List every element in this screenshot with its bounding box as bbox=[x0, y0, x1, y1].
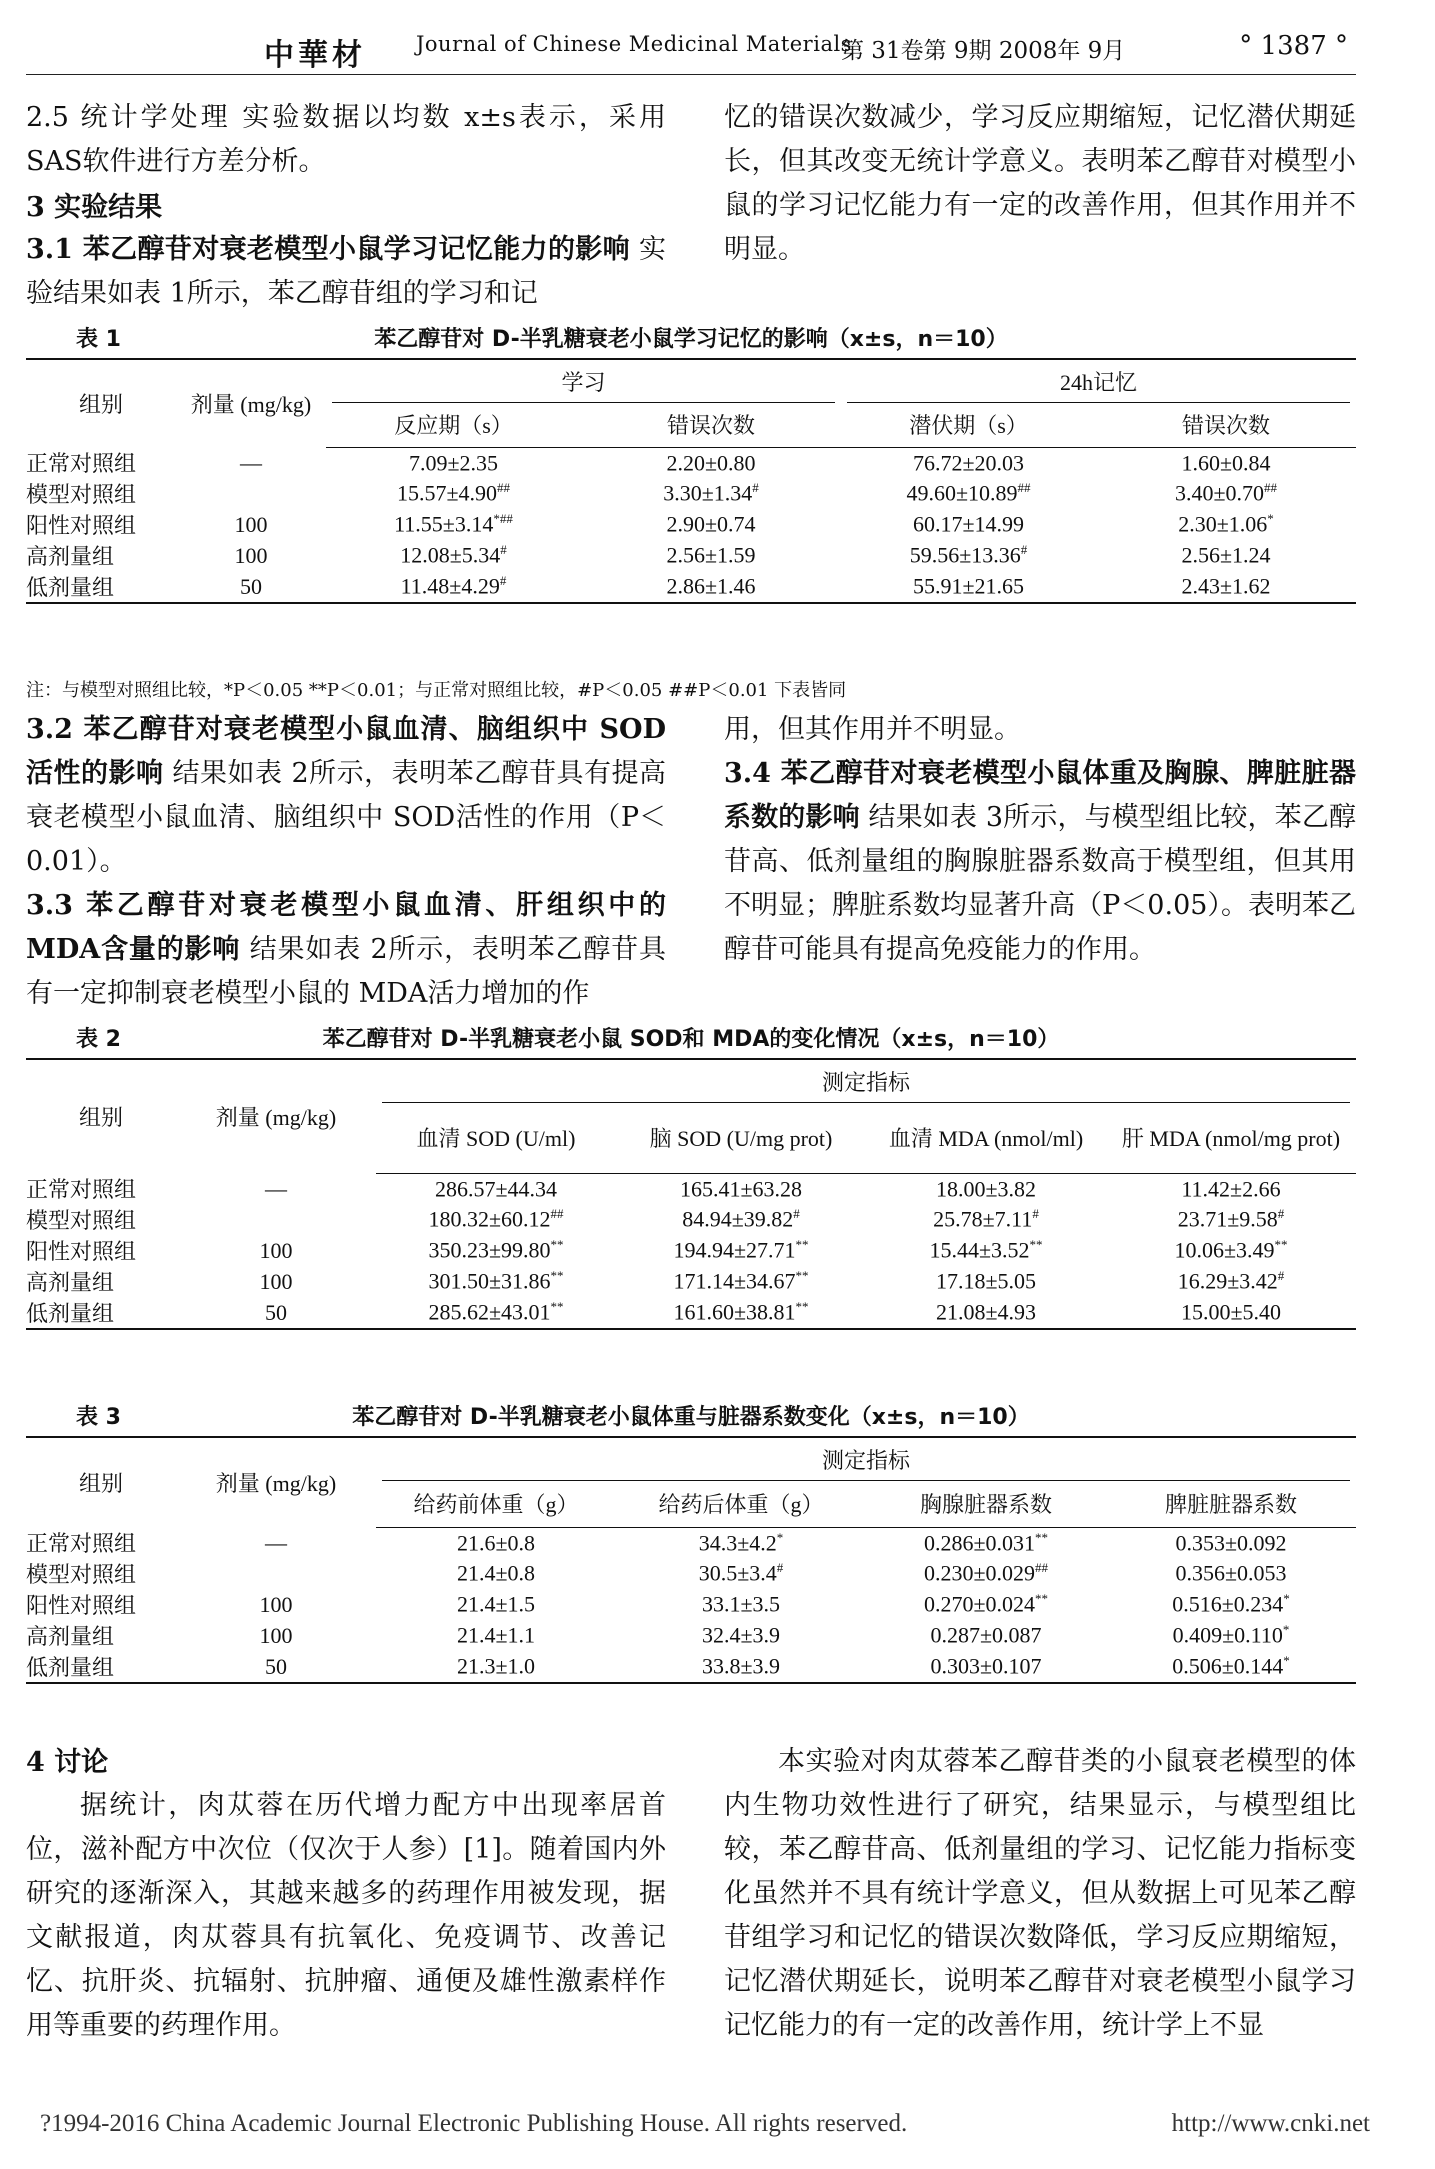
table-1-header-incubation: 潜伏期（s） bbox=[841, 403, 1096, 447]
value-cell bbox=[841, 509, 1096, 540]
table-3 bbox=[26, 1436, 1356, 1684]
table-2-header-group: 组别 bbox=[26, 1059, 176, 1173]
section-3-1-continued: 忆的错误次数减少，学习反应期缩短，记忆潜伏期延长，但其改变无统计学意义。表明苯乙醇苷对模型小鼠的学习记忆能力有一定的改善作用，但其作用并不明显。 bbox=[724, 102, 1356, 265]
value-text: 17.18±5.05 bbox=[935, 1268, 1037, 1294]
running-header bbox=[26, 26, 1356, 75]
dose-cell: 50 bbox=[176, 571, 326, 603]
value-cell bbox=[326, 509, 581, 540]
value-cell bbox=[616, 1558, 866, 1589]
value-text: 23.71±9.58 bbox=[1177, 1206, 1278, 1232]
value-cell bbox=[376, 1620, 616, 1651]
value-cell bbox=[866, 1589, 1106, 1620]
value-cell bbox=[1106, 1173, 1356, 1204]
value-cell bbox=[841, 540, 1096, 571]
group-cell: 高剂量组 bbox=[26, 544, 115, 569]
table-1-title: 苯乙醇苷对 D-半乳糖衰老小鼠学习记忆的影响（x±s，n＝10） bbox=[374, 327, 1008, 352]
table-3-header-dose: 剂量 (mg/kg) bbox=[176, 1437, 376, 1527]
value-text: 21.6±0.8 bbox=[456, 1529, 536, 1555]
value-text: 194.94±27.71 bbox=[673, 1237, 796, 1263]
value-cell bbox=[376, 1297, 616, 1329]
table-1-body bbox=[26, 447, 1356, 603]
table-row bbox=[26, 540, 1356, 571]
group-cell: 模型对照组 bbox=[26, 1562, 137, 1587]
table-3-title: 苯乙醇苷对 D-半乳糖衰老小鼠体重与脏器系数变化（x±s，n＝10） bbox=[352, 1405, 1030, 1430]
value-cell bbox=[866, 1266, 1106, 1297]
value-cell bbox=[581, 571, 841, 603]
value-cell bbox=[1096, 447, 1356, 478]
table-3-header-indicators: 测定指标 bbox=[376, 1437, 1356, 1481]
table-row bbox=[26, 509, 1356, 540]
value-text: 15.44±3.52 bbox=[929, 1237, 1030, 1263]
value-text: 84.94±39.82 bbox=[682, 1206, 794, 1232]
significance-mark: # bbox=[499, 573, 507, 589]
value-cell bbox=[376, 1173, 616, 1204]
section-3-4-body: 结果如表 3所示，与模型组比较，苯乙醇苷高、低剂量组的胸腺脏器系数高于模型组，但其用不明显；脾脏系数均显著升高（P＜0.05）。表明苯乙醇苷可能具有提高免疫能力的作用。 bbox=[724, 802, 1356, 965]
value-text: 2.56±1.59 bbox=[666, 542, 756, 568]
significance-mark: ** bbox=[1029, 1237, 1043, 1253]
section-3-2-title: 3.2 苯乙醇苷对衰老模型小鼠血清、脑组织中 SOD活性的影响 bbox=[26, 714, 666, 789]
value-cell bbox=[581, 509, 841, 540]
dose-cell: 100 bbox=[259, 1591, 293, 1617]
value-text: 30.5±3.4 bbox=[698, 1560, 777, 1586]
value-text: 21.3±1.0 bbox=[456, 1653, 536, 1679]
value-text: 180.32±60.12 bbox=[428, 1206, 551, 1232]
table-row bbox=[26, 478, 1356, 509]
table-2-number: 表 2 bbox=[76, 1027, 121, 1052]
table-1-header-dose: 剂量 (mg/kg) bbox=[176, 359, 326, 447]
table-2-header-indicators: 测定指标 bbox=[376, 1059, 1356, 1103]
value-text: 7.09±2.35 bbox=[408, 449, 499, 475]
value-text: 0.506±0.144 bbox=[1172, 1653, 1284, 1679]
significance-mark: * bbox=[1283, 1653, 1290, 1669]
dose-cell: 100 bbox=[259, 1622, 293, 1648]
value-text: 285.62±43.01 bbox=[428, 1299, 551, 1325]
group-cell: 模型对照组 bbox=[26, 1208, 137, 1233]
value-text: 21.08±4.93 bbox=[935, 1299, 1037, 1325]
value-cell bbox=[376, 1651, 616, 1683]
value-text: 49.60±10.89 bbox=[906, 480, 1018, 506]
group-cell: 低剂量组 bbox=[26, 1297, 176, 1329]
value-cell bbox=[326, 447, 581, 478]
significance-mark: * bbox=[1267, 511, 1274, 527]
value-cell bbox=[616, 1620, 866, 1651]
table-1-header-latency: 反应期（s） bbox=[326, 403, 581, 447]
table-row bbox=[26, 1589, 1356, 1620]
value-cell bbox=[581, 540, 841, 571]
value-cell bbox=[866, 1297, 1106, 1329]
value-text: 0.356±0.053 bbox=[1175, 1560, 1287, 1586]
value-cell bbox=[326, 540, 581, 571]
value-text: 2.86±1.46 bbox=[666, 573, 756, 599]
value-cell bbox=[841, 571, 1096, 603]
value-text: 2.56±1.24 bbox=[1181, 542, 1271, 568]
significance-mark: # bbox=[1032, 1206, 1039, 1222]
value-text: 0.270±0.024 bbox=[923, 1591, 1036, 1617]
value-text: 0.230±0.029 bbox=[923, 1560, 1036, 1586]
value-cell bbox=[866, 1204, 1106, 1235]
table-1-header-memory: 24h记忆 bbox=[841, 359, 1356, 403]
value-cell bbox=[616, 1204, 866, 1235]
table-row bbox=[26, 571, 1356, 603]
value-cell bbox=[866, 1173, 1106, 1204]
value-cell bbox=[841, 447, 1096, 478]
value-cell bbox=[616, 1235, 866, 1266]
group-cell: 高剂量组 bbox=[26, 1624, 115, 1649]
value-cell bbox=[616, 1173, 866, 1204]
footer-copyright: ?1994-2016 China Academic Journal Electronic Publishing House. All rights reserved. bbox=[40, 2110, 908, 2137]
value-cell bbox=[866, 1527, 1106, 1558]
value-cell bbox=[616, 1651, 866, 1683]
dose-cell: 100 bbox=[259, 1237, 293, 1263]
significance-mark: ** bbox=[550, 1299, 564, 1315]
significance-mark: ** bbox=[795, 1237, 809, 1253]
value-cell bbox=[376, 1204, 616, 1235]
table-row bbox=[26, 1173, 1356, 1204]
value-text: 2.20±0.80 bbox=[666, 449, 756, 475]
significance-mark: # bbox=[1277, 1268, 1285, 1284]
value-text: 33.8±3.9 bbox=[701, 1653, 781, 1679]
value-text: 350.23±99.80 bbox=[428, 1237, 551, 1263]
value-cell bbox=[581, 447, 841, 478]
table-row bbox=[26, 1204, 1356, 1235]
value-cell bbox=[376, 1266, 616, 1297]
table-2-title: 苯乙醇苷对 D-半乳糖衰老小鼠 SOD和 MDA的变化情况（x±s，n＝10） bbox=[322, 1027, 1060, 1052]
table-2 bbox=[26, 1058, 1356, 1330]
table-1 bbox=[26, 358, 1356, 604]
dose-cell: 50 bbox=[176, 1651, 376, 1683]
table-2-header-brain-sod: 脑 SOD (U/mg prot) bbox=[616, 1103, 866, 1173]
value-text: 11.42±2.66 bbox=[1181, 1175, 1281, 1201]
significance-mark: * bbox=[776, 1529, 784, 1545]
dose-cell: 100 bbox=[234, 511, 268, 537]
value-text: 3.40±0.70 bbox=[1174, 480, 1265, 506]
group-cell: 模型对照组 bbox=[26, 482, 137, 507]
significance-mark: # bbox=[776, 1560, 784, 1576]
table-1-header-group: 组别 bbox=[26, 359, 176, 447]
value-text: 11.55±3.14 bbox=[394, 511, 494, 537]
value-text: 59.56±13.36 bbox=[909, 542, 1021, 568]
section-3-3-continued: 用，但其作用并不明显。 bbox=[724, 714, 1021, 745]
page-number: ° 1387 ° bbox=[1239, 31, 1348, 61]
dose-cell: 100 bbox=[259, 1268, 293, 1294]
table-1-note: 注：与模型对照组比较，*P＜0.05 **P＜0.01；与正常对照组比较，#P＜0.05 ##P＜0.01 下表皆同 bbox=[26, 680, 847, 701]
group-cell: 阳性对照组 bbox=[26, 1239, 137, 1264]
value-text: 21.4±0.8 bbox=[456, 1560, 536, 1586]
table-row bbox=[26, 1558, 1356, 1589]
table-3-number: 表 3 bbox=[76, 1405, 121, 1430]
significance-mark: ** bbox=[795, 1268, 809, 1284]
table-row bbox=[26, 1297, 1356, 1329]
dose-cell: — bbox=[265, 1175, 287, 1201]
value-cell bbox=[1106, 1297, 1356, 1329]
section-3-2 bbox=[26, 708, 666, 884]
table-2-header-dose: 剂量 (mg/kg) bbox=[176, 1059, 376, 1173]
value-cell bbox=[1106, 1266, 1356, 1297]
dose-cell: — bbox=[265, 1529, 287, 1555]
dose-cell: 50 bbox=[176, 1297, 376, 1329]
significance-mark: * bbox=[1282, 1622, 1290, 1638]
significance-mark: ** bbox=[1035, 1529, 1049, 1545]
table-2-header-serum-sod: 血清 SOD (U/ml) bbox=[376, 1103, 616, 1173]
group-cell: 正常对照组 bbox=[26, 1531, 137, 1556]
value-cell bbox=[1096, 509, 1356, 540]
value-text: 0.409±0.110 bbox=[1172, 1622, 1283, 1648]
value-cell bbox=[1096, 571, 1356, 603]
value-cell bbox=[376, 1235, 616, 1266]
value-cell bbox=[1106, 1589, 1356, 1620]
value-text: 12.08±5.34 bbox=[400, 542, 501, 568]
value-text: 33.1±3.5 bbox=[701, 1591, 781, 1617]
group-cell: 低剂量组 bbox=[26, 1651, 176, 1683]
significance-mark: ** bbox=[1274, 1237, 1288, 1253]
significance-mark: # bbox=[500, 542, 507, 558]
value-text: 18.00±3.82 bbox=[935, 1175, 1037, 1201]
significance-mark: ** bbox=[550, 1237, 564, 1253]
dose-cell: — bbox=[240, 449, 262, 475]
significance-mark: * bbox=[1283, 1591, 1290, 1607]
section-3-1-body: 实验结果如表 1所示，苯乙醇苷组的学习和记 bbox=[26, 234, 666, 309]
footer bbox=[40, 2110, 1370, 2138]
table-row bbox=[26, 1651, 1356, 1683]
value-text: 21.4±1.5 bbox=[456, 1591, 536, 1617]
value-cell bbox=[326, 571, 581, 603]
value-cell bbox=[866, 1620, 1106, 1651]
value-text: 16.29±3.42 bbox=[1177, 1268, 1278, 1294]
value-text: 60.17±14.99 bbox=[912, 511, 1025, 537]
dose-cell bbox=[176, 478, 326, 509]
journal-logo: 中華材 bbox=[264, 38, 366, 73]
value-cell bbox=[1106, 1651, 1356, 1683]
table-row bbox=[26, 1266, 1356, 1297]
dose-cell bbox=[176, 1204, 376, 1235]
significance-mark: ** bbox=[795, 1299, 809, 1315]
value-cell bbox=[1106, 1235, 1356, 1266]
table-2-header-serum-mda: 血清 MDA (nmol/ml) bbox=[866, 1103, 1106, 1173]
section-3-4 bbox=[724, 752, 1356, 972]
table-row bbox=[26, 1620, 1356, 1651]
value-text: 10.06±3.49 bbox=[1174, 1237, 1275, 1263]
value-cell bbox=[841, 478, 1096, 509]
table-2-body bbox=[26, 1173, 1356, 1329]
significance-mark: *## bbox=[493, 511, 513, 527]
table-3-header-thymus-index: 胸腺脏器系数 bbox=[866, 1481, 1106, 1527]
value-cell bbox=[376, 1527, 616, 1558]
section-3-1 bbox=[26, 228, 666, 316]
value-cell bbox=[866, 1651, 1106, 1683]
group-cell: 阳性对照组 bbox=[26, 1593, 137, 1618]
issue-info: 第 31卷第 9期 2008年 9月 bbox=[841, 38, 1126, 64]
footer-url: http://www.cnki.net bbox=[1171, 2110, 1370, 2137]
table-3-body bbox=[26, 1527, 1356, 1683]
value-text: 171.14±34.67 bbox=[673, 1268, 796, 1294]
table-row bbox=[26, 447, 1356, 478]
group-cell: 高剂量组 bbox=[26, 1270, 115, 1295]
value-text: 0.303±0.107 bbox=[930, 1653, 1042, 1679]
journal-name: Journal of Chinese Medicinal Materials bbox=[416, 32, 852, 56]
value-text: 15.00±5.40 bbox=[1180, 1299, 1282, 1325]
value-text: 0.287±0.087 bbox=[930, 1622, 1042, 1648]
value-cell bbox=[376, 1558, 616, 1589]
discussion-right: 本实验对肉苁蓉苯乙醇苷类的小鼠衰老模型的体内生物功效性进行了研究，结果显示，与模型组比较，苯乙醇苷高、低剂量组的学习、记忆能力指标变化虽然并不具有统计学意义，但从数据上可见苯乙醇苷组学习和记忆的错误次数降低，学习反应期缩短，记忆潜伏期延长，说明苯乙醇苷对衰老模型小鼠学习记忆能力的有一定的改善作用，统计学上不显 bbox=[724, 1746, 1356, 2041]
section-3-3 bbox=[26, 884, 666, 1016]
table-1-header-learning: 学习 bbox=[326, 359, 841, 403]
value-text: 2.30±1.06 bbox=[1178, 511, 1268, 537]
value-text: 301.50±31.86 bbox=[428, 1268, 551, 1294]
section-3-3-body: 结果如表 2所示，表明苯乙醇苷具有一定抑制衰老模型小鼠的 MDA活力增加的作 bbox=[26, 934, 666, 1009]
value-cell bbox=[866, 1235, 1106, 1266]
significance-mark: ## bbox=[1017, 480, 1031, 496]
dose-cell bbox=[176, 1558, 376, 1589]
value-cell bbox=[1106, 1558, 1356, 1589]
heading-discussion: 4 讨论 bbox=[26, 1747, 109, 1778]
section-2-5: 2.5 统计学处理 实验数据以均数 x±s表示，采用 SAS软件进行方差分析。 bbox=[26, 102, 666, 177]
value-text: 25.78±7.11 bbox=[933, 1206, 1033, 1232]
value-cell bbox=[616, 1297, 866, 1329]
value-cell bbox=[866, 1558, 1106, 1589]
group-cell: 低剂量组 bbox=[26, 571, 176, 603]
value-text: 0.516±0.234 bbox=[1172, 1591, 1284, 1617]
value-cell bbox=[616, 1589, 866, 1620]
table-row bbox=[26, 1235, 1356, 1266]
value-cell bbox=[376, 1589, 616, 1620]
significance-mark: ## bbox=[1035, 1560, 1049, 1576]
section-3-3-title: 3.3 苯乙醇苷对衰老模型小鼠血清、肝组织中的 MDA含量的影响 bbox=[26, 890, 666, 965]
value-cell bbox=[1106, 1620, 1356, 1651]
value-cell bbox=[1106, 1527, 1356, 1558]
value-cell bbox=[1096, 478, 1356, 509]
significance-mark: ## bbox=[550, 1206, 564, 1222]
significance-mark: # bbox=[1020, 542, 1028, 558]
group-cell: 阳性对照组 bbox=[26, 513, 137, 538]
value-text: 32.4±3.9 bbox=[701, 1622, 781, 1648]
value-text: 1.60±0.84 bbox=[1181, 449, 1271, 475]
value-cell bbox=[1096, 540, 1356, 571]
group-cell: 正常对照组 bbox=[26, 451, 137, 476]
section-3-2-body: 结果如表 2所示，表明苯乙醇苷具有提高衰老模型小鼠血清、脑组织中 SOD活性的作用（P＜0.01）。 bbox=[26, 758, 667, 877]
value-text: 3.30±1.34 bbox=[663, 480, 753, 506]
table-1-header-errors: 错误次数 bbox=[581, 403, 841, 447]
value-text: 76.72±20.03 bbox=[912, 449, 1025, 475]
table-3-header-weight-after: 给药后体重（g） bbox=[616, 1481, 866, 1527]
significance-mark: ## bbox=[497, 480, 511, 496]
section-3-4-title: 3.4 苯乙醇苷对衰老模型小鼠体重及胸腺、脾脏脏器系数的影响 bbox=[724, 758, 1356, 833]
value-text: 34.3±4.2 bbox=[698, 1529, 777, 1555]
significance-mark: ** bbox=[550, 1268, 564, 1284]
value-cell bbox=[616, 1266, 866, 1297]
value-cell bbox=[581, 478, 841, 509]
table-3-header-group: 组别 bbox=[26, 1437, 176, 1527]
value-cell bbox=[326, 478, 581, 509]
value-text: 165.41±63.28 bbox=[679, 1175, 803, 1201]
significance-mark: # bbox=[793, 1206, 800, 1222]
value-text: 286.57±44.34 bbox=[434, 1175, 558, 1201]
table-3-header-weight-before: 给药前体重（g） bbox=[376, 1481, 616, 1527]
significance-mark: # bbox=[1277, 1206, 1285, 1222]
group-cell: 正常对照组 bbox=[26, 1177, 137, 1202]
table-1-header-errors-24h: 错误次数 bbox=[1096, 403, 1356, 447]
value-cell bbox=[1106, 1204, 1356, 1235]
value-text: 0.286±0.031 bbox=[923, 1529, 1036, 1555]
section-3-1-title: 3.1 苯乙醇苷对衰老模型小鼠学习记忆能力的影响 bbox=[26, 234, 631, 265]
value-text: 11.48±4.29 bbox=[400, 573, 500, 599]
table-3-header-spleen-index: 脾脏脏器系数 bbox=[1106, 1481, 1356, 1527]
significance-mark: # bbox=[752, 480, 759, 496]
value-text: 161.60±38.81 bbox=[673, 1299, 796, 1325]
table-2-header-liver-mda: 肝 MDA (nmol/mg prot) bbox=[1106, 1103, 1356, 1173]
dose-cell: 100 bbox=[234, 542, 268, 568]
discussion-left: 据统计，肉苁蓉在历代增力配方中出现率居首位，滋补配方中次位（仅次于人参）[1]。随着国内外研究的逐渐深入，其越来越多的药理作用被发现，据文献报道，肉苁蓉具有抗氧化、免疫调节、改善记忆、抗肝炎、抗辐射、抗肿瘤、通便及雄性激素样作用等重要的药理作用。 bbox=[26, 1790, 666, 2041]
value-text: 2.43±1.62 bbox=[1181, 573, 1271, 599]
value-text: 21.4±1.1 bbox=[456, 1622, 536, 1648]
value-text: 55.91±21.65 bbox=[912, 573, 1025, 599]
value-cell bbox=[616, 1527, 866, 1558]
significance-mark: ** bbox=[1035, 1591, 1049, 1607]
table-1-number: 表 1 bbox=[76, 327, 121, 352]
heading-results: 3 实验结果 bbox=[26, 192, 163, 223]
table-row bbox=[26, 1527, 1356, 1558]
value-text: 0.353±0.092 bbox=[1175, 1529, 1287, 1555]
significance-mark: ## bbox=[1264, 480, 1278, 496]
value-text: 2.90±0.74 bbox=[666, 511, 756, 537]
value-text: 15.57±4.90 bbox=[396, 480, 498, 506]
